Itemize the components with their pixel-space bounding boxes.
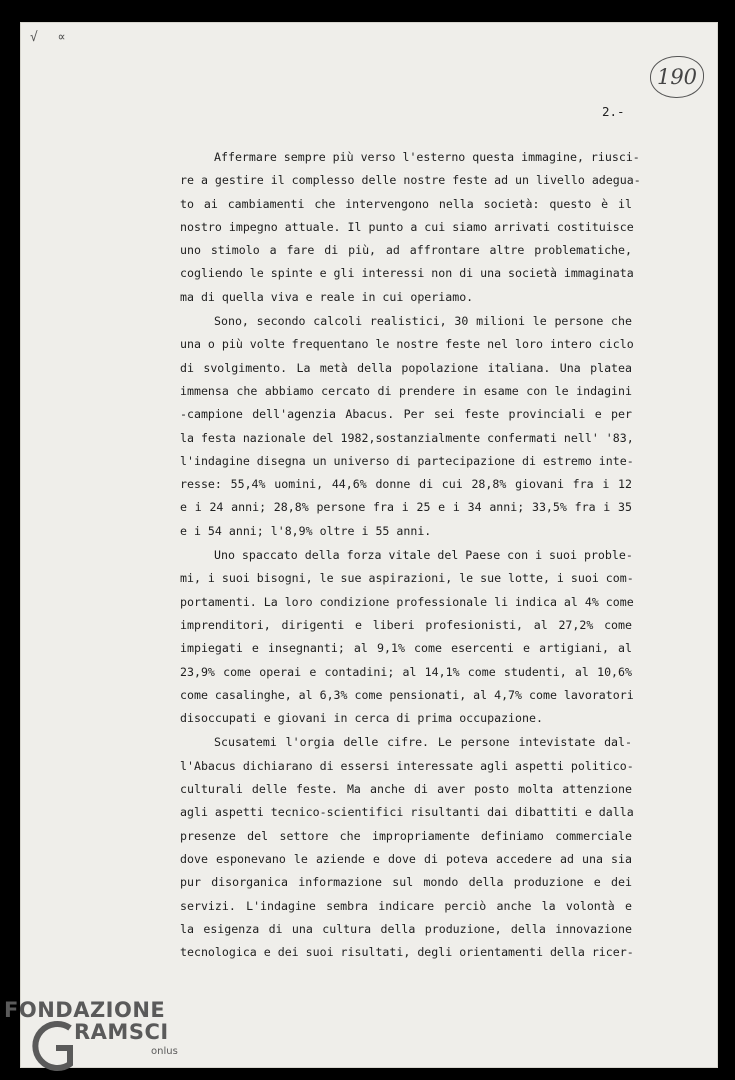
text-line: la esigenza di una cultura della produzione, della innovazione [180, 921, 632, 936]
typewritten-body [180, 146, 641, 964]
text-line: impiegati e insegnanti; al 9,1% come esercenti e artigiani, al [180, 641, 632, 656]
text-line: Scusatemi l'orgia delle cifre. Le persone intevistate dal- [214, 735, 632, 750]
handwritten-corner-marks: √ ∝ [30, 30, 72, 45]
text-line: nostro impegno attuale. Il punto a cui siamo arrivati costituisce [180, 219, 634, 234]
text-line: la festa nazionale del 1982,sostanzialmente confermati nell' '83, [180, 430, 634, 445]
text-line: come casalinghe, al 6,3% come pensionati, al 4,7% come lavoratori [180, 687, 634, 702]
text-line: l'indagine disegna un universo di partecipazione di estremo inte- [180, 453, 634, 468]
text-line: Sono, secondo calcoli realistici, 30 milioni le persone che [214, 314, 632, 329]
text-line: pur disorganica informazione sul mondo della produzione e dei [180, 875, 632, 890]
text-line: di svolgimento. La metà della popolazione italiana. Una platea [180, 360, 632, 375]
text-line: re a gestire il complesso delle nostre feste ad un livello adegua- [180, 173, 641, 188]
page-number: 2.- [602, 104, 625, 119]
text-line: uno stimolo a fare di più, ad affrontare altre problematiche, [180, 243, 632, 258]
archive-number-stamp: 190 [650, 56, 704, 98]
text-line: Uno spaccato della forza vitale del Paese con i suoi proble- [214, 548, 633, 563]
text-line: imprenditori, dirigenti e liberi profesionisti, al 27,2% come [180, 617, 632, 632]
text-line: e i 54 anni; l'8,9% oltre i 55 anni. [180, 523, 432, 538]
text-line: una o più volte frequentano le nostre feste nel loro intero ciclo [180, 337, 634, 352]
text-line: l'Abacus dichiarano di essersi interessate agli aspetti politico- [180, 758, 634, 773]
text-line: immensa che abbiamo cercato di prendere in esame con le indagini [180, 383, 632, 398]
text-line: agli aspetti tecnico-scientifici risultanti dai dibattiti e dalla [180, 805, 634, 820]
text-line: cogliendo le spinte e gli interessi non di una società immaginata [180, 266, 634, 281]
text-line: -campione dell'agenzia Abacus. Per sei feste provinciali e per [180, 407, 632, 422]
text-line: ma di quella viva e reale in cui operiamo. [180, 289, 474, 304]
text-line: dove esponevano le aziende e dove di poteva accedere ad una sia [180, 851, 632, 866]
text-line: culturali delle feste. Ma anche di aver posto molta attenzione [180, 782, 632, 797]
text-line: to ai cambiamenti che intervengono nella società: questo è il [180, 196, 632, 211]
text-line: resse: 55,4% uomini, 44,6% donne di cui 28,8% giovani fra i 12 [180, 477, 632, 492]
text-line: mi, i suoi bisogni, le sue aspirazioni, le sue lotte, i suoi com- [180, 571, 634, 586]
text-line: portamenti. La loro condizione professionale li indica al 4% come [180, 594, 634, 609]
text-line: tecnologica e dei suoi risultati, degli orientamenti della ricer- [180, 945, 634, 960]
text-line: servizi. L'indagine sembra indicare perciò anche la volontà e [180, 898, 632, 913]
text-line: 23,9% come operai e contadini; al 14,1% come studenti, al 10,6% [180, 664, 632, 679]
text-line: disoccupati e giovani in cerca di prima occupazione. [180, 711, 543, 726]
watermark-line2: RAMSCI [74, 1020, 169, 1044]
gramsci-g-logo-icon [30, 1014, 78, 1078]
text-line: presenze del settore che impropriamente definiamo commerciale [180, 828, 632, 843]
watermark-onlus: onlus [151, 1046, 178, 1057]
text-line: e i 24 anni; 28,8% persone fra i 25 e i 34 anni; 33,5% fra i 35 [180, 500, 632, 515]
text-line: Affermare sempre più verso l'esterno questa immagine, riusci- [214, 150, 640, 164]
fondazione-gramsci-watermark [4, 998, 204, 1080]
watermark-line1: FONDAZIONE [4, 998, 166, 1022]
